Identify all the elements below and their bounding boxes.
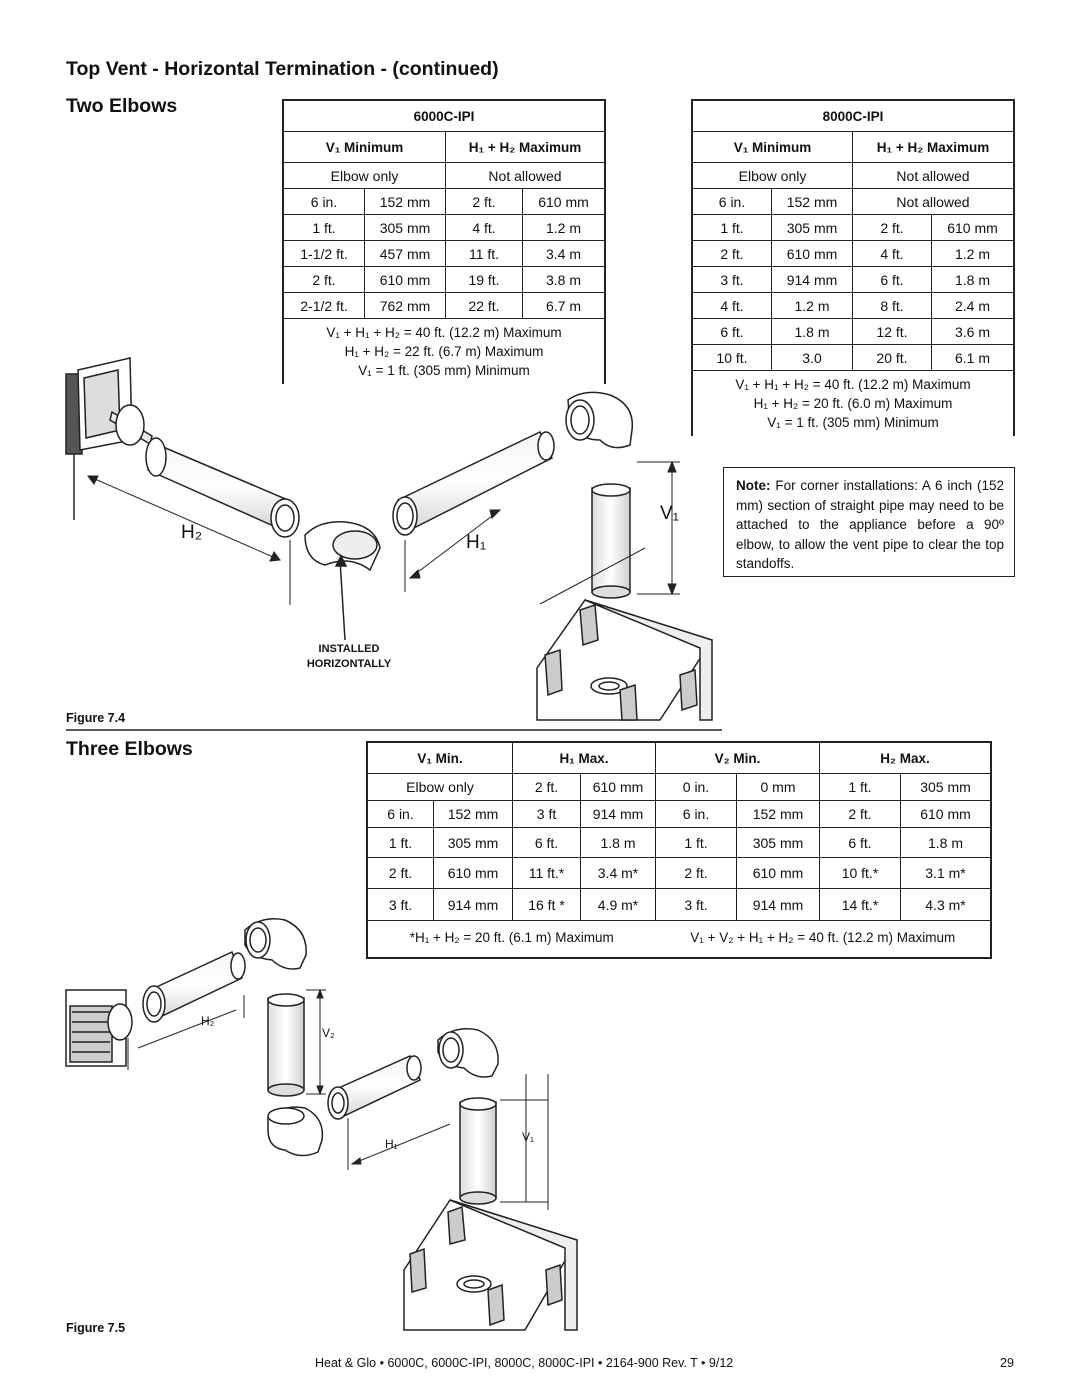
- horizontal-pipe-h2: [110, 405, 299, 537]
- label-v1: V₁: [660, 503, 680, 524]
- table-cell: 1 ft.: [693, 215, 772, 241]
- table-cell: 6 ft.: [820, 828, 901, 858]
- table-cell: 20 ft.: [853, 345, 932, 371]
- table-cell: 914 mm: [772, 267, 853, 293]
- table-cell: Not allowed: [853, 189, 1014, 215]
- table-cell: 610 mm: [434, 858, 513, 889]
- table-cell: 1.2 m: [932, 241, 1014, 267]
- table-cell: 2 ft.: [368, 858, 434, 889]
- table-cell: Elbow only: [693, 163, 853, 189]
- table-cell: 6.7 m: [523, 293, 605, 319]
- elbow-installed-horizontally: [305, 522, 380, 640]
- table-cell: Not allowed: [446, 163, 605, 189]
- table-cell: 1.8 m: [772, 319, 853, 345]
- table-cell: 610 mm: [772, 241, 853, 267]
- table-cell: 914 mm: [581, 801, 656, 828]
- appliance-top-fig75: [404, 1200, 577, 1330]
- col-v1-min: V₁ Min.: [368, 743, 513, 774]
- table-cell: 4.9 m*: [581, 889, 656, 921]
- table-row: [368, 828, 990, 858]
- table-cell: 6 in.: [693, 189, 772, 215]
- table-cell: 1.2 m: [772, 293, 853, 319]
- table-cell: 2 ft.: [513, 774, 581, 801]
- vertical-pipe-v1-fig75: [460, 1098, 496, 1204]
- table-cell: 3.1 m*: [901, 858, 991, 889]
- table-cell: 1 ft.: [820, 774, 901, 801]
- three-elbows-note-left: *H₁ + H₂ = 20 ft. (6.1 m) Maximum: [368, 921, 656, 955]
- table-cell: 1.2 m: [523, 215, 605, 241]
- two-elbows-heading: Two Elbows: [66, 95, 178, 117]
- table-cell: 4.3 m*: [901, 889, 991, 921]
- pipe-h1-fig75: [328, 1056, 421, 1119]
- elbow-top-fig75: [245, 919, 306, 969]
- table-cell: 2 ft.: [284, 267, 365, 293]
- page-number: 29: [1000, 1356, 1014, 1370]
- table-cell: 3 ft.: [368, 889, 434, 921]
- model-label-8000: 8000C-IPI: [693, 101, 1013, 132]
- note-text: For corner installations: A 6 inch (152 mm) section of straight pipe may need to be attached to the appliance before a 90º elbow, to allow the vent pipe to clear the top standoffs.: [736, 478, 1004, 571]
- table-cell: Not allowed: [853, 163, 1014, 189]
- installed-text: INSTALLED: [318, 643, 380, 655]
- table-cell: 0 mm: [737, 774, 820, 801]
- table-cell: 1.8 m: [581, 828, 656, 858]
- table-cell: 610 mm: [581, 774, 656, 801]
- table-cell: 610 mm: [737, 858, 820, 889]
- table-cell: 8 ft.: [853, 293, 932, 319]
- model-label-6000: 6000C-IPI: [284, 101, 604, 132]
- note-label: Note:: [736, 478, 771, 493]
- figure-7-5-label: Figure 7.5: [66, 1321, 126, 1335]
- table-cell: 10 ft.*: [820, 858, 901, 889]
- table-row: [368, 889, 990, 921]
- table-cell: 6 ft.: [693, 319, 772, 345]
- table-cell: 3 ft.: [656, 889, 737, 921]
- label-v2-fig75: V₂: [322, 1026, 335, 1040]
- pipe-h2-fig75: [108, 952, 245, 1040]
- table-cell: 6 in.: [284, 189, 365, 215]
- col-h1-max: H₁ Max.: [513, 743, 656, 774]
- table-cell: 305 mm: [737, 828, 820, 858]
- table-cell: 305 mm: [772, 215, 853, 241]
- table-cell: 152 mm: [365, 189, 446, 215]
- table-cell: 6 in.: [656, 801, 737, 828]
- col-h1-h2-max: H₁ + H₂ Maximum: [853, 132, 1014, 163]
- table-cell: 762 mm: [365, 293, 446, 319]
- table-cell: 12 ft.: [853, 319, 932, 345]
- label-h1-fig75: H₁: [385, 1137, 398, 1151]
- table-cell: 610 mm: [901, 801, 991, 828]
- table-cell: 610 mm: [932, 215, 1014, 241]
- table-cell: 152 mm: [772, 189, 853, 215]
- table-cell: 457 mm: [365, 241, 446, 267]
- appliance-top: [537, 600, 712, 720]
- table-cell: 2 ft.: [853, 215, 932, 241]
- label-h2-fig75: H₂: [201, 1014, 215, 1028]
- table-cell: 305 mm: [901, 774, 991, 801]
- note-line: H₁ + H₂ = 22 ft. (6.7 m) Maximum: [344, 344, 544, 359]
- table-cell: 3.6 m: [932, 319, 1014, 345]
- table-row: [368, 858, 990, 889]
- table-cell: 610 mm: [365, 267, 446, 293]
- table-cell: 4 ft.: [446, 215, 523, 241]
- elbow-top: [566, 392, 632, 447]
- horizontally-text: HORIZONTALLY: [306, 658, 392, 670]
- table-cell: 10 ft.: [693, 345, 772, 371]
- page-title: Top Vent - Horizontal Termination - (continued): [66, 58, 499, 80]
- table-cell: 22 ft.: [446, 293, 523, 319]
- table-row: [368, 801, 990, 828]
- vertical-pipe-v1: [592, 484, 630, 598]
- table-cell: 3 ft: [513, 801, 581, 828]
- table-cell: 1 ft.: [368, 828, 434, 858]
- table-cell: 3.4 m: [523, 241, 605, 267]
- table-cell: 610 mm: [523, 189, 605, 215]
- table-cell: 1.8 m: [932, 267, 1014, 293]
- table-three-elbows: [366, 741, 992, 959]
- col-h2-max: H₂ Max.: [820, 743, 991, 774]
- table-cell: 914 mm: [737, 889, 820, 921]
- table-cell: 1.8 m: [901, 828, 991, 858]
- table-cell: 2-1/2 ft.: [284, 293, 365, 319]
- col-h1-h2-max: H₁ + H₂ Maximum: [446, 132, 605, 163]
- table-cell: Elbow only: [368, 774, 513, 801]
- table-cell: 4 ft.: [853, 241, 932, 267]
- vertical-pipe-v2: [268, 994, 304, 1096]
- installed-horizontally-label: [294, 642, 404, 672]
- table-cell: 152 mm: [434, 801, 513, 828]
- footer-text: Heat & Glo • 6000C, 6000C-IPI, 8000C, 8000C-IPI • 2164-900 Rev. T • 9/12: [315, 1356, 734, 1370]
- note-line: V₁ = 1 ft. (305 mm) Minimum: [767, 415, 939, 430]
- table-cell: 16 ft *: [513, 889, 581, 921]
- table-cell: 0 in.: [656, 774, 737, 801]
- table-cell: 19 ft.: [446, 267, 523, 293]
- table-cell: 3.4 m*: [581, 858, 656, 889]
- elbow-mid-fig75: [268, 1107, 322, 1155]
- table-cell: 2 ft.: [820, 801, 901, 828]
- table-cell: Elbow only: [284, 163, 446, 189]
- table-cell: 6.1 m: [932, 345, 1014, 371]
- table-cell: 1 ft.: [656, 828, 737, 858]
- table-cell: 3 ft.: [693, 267, 772, 293]
- table-cell: 1 ft.: [284, 215, 365, 241]
- note-line: V₁ + H₁ + H₂ = 40 ft. (12.2 m) Maximum: [326, 325, 562, 340]
- three-elbows-heading: Three Elbows: [66, 738, 193, 760]
- table-cell: 3.8 m: [523, 267, 605, 293]
- table-cell: 6 ft.: [513, 828, 581, 858]
- col-v1-min: V₁ Minimum: [284, 132, 446, 163]
- table-cell: 14 ft.*: [820, 889, 901, 921]
- table-header-row: [368, 743, 990, 774]
- table-cell: 2.4 m: [932, 293, 1014, 319]
- table-cell: 152 mm: [737, 801, 820, 828]
- label-v1-fig75: V₁: [522, 1130, 535, 1144]
- table-cell: 1-1/2 ft.: [284, 241, 365, 267]
- note-line: V₁ = 1 ft. (305 mm) Minimum: [358, 363, 530, 378]
- horizontal-pipe-h1: [393, 432, 554, 535]
- col-v2-min: V₂ Min.: [656, 743, 820, 774]
- table-cell: 914 mm: [434, 889, 513, 921]
- label-h1: H₁: [466, 532, 487, 553]
- table-cell: 3.0: [772, 345, 853, 371]
- figure-7-5-drawing: [66, 919, 577, 1330]
- table-cell: 11 ft.*: [513, 858, 581, 889]
- col-v1-min: V₁ Minimum: [693, 132, 853, 163]
- table-cell: 2 ft.: [656, 858, 737, 889]
- table-cell: 2 ft.: [693, 241, 772, 267]
- table-cell: 4 ft.: [693, 293, 772, 319]
- table-cell: 11 ft.: [446, 241, 523, 267]
- figure-7-4-drawing: [66, 358, 722, 730]
- table-row: [368, 774, 990, 801]
- figure-7-4-label: Figure 7.4: [66, 711, 126, 725]
- table-cell: 305 mm: [365, 215, 446, 241]
- table-cell: 2 ft.: [446, 189, 523, 215]
- table-cell: 6 in.: [368, 801, 434, 828]
- label-h2: H₂: [181, 522, 203, 543]
- table-cell: 6 ft.: [853, 267, 932, 293]
- table-cell: 305 mm: [434, 828, 513, 858]
- note-line: H₁ + H₂ = 20 ft. (6.0 m) Maximum: [753, 396, 953, 411]
- three-elbows-note-right: V₁ + V₂ + H₁ + H₂ = 40 ft. (12.2 m) Maximum: [656, 921, 991, 955]
- elbow-upper-right-fig75: [438, 1029, 498, 1077]
- note-line: V₁ + H₁ + H₂ = 40 ft. (12.2 m) Maximum: [735, 377, 971, 392]
